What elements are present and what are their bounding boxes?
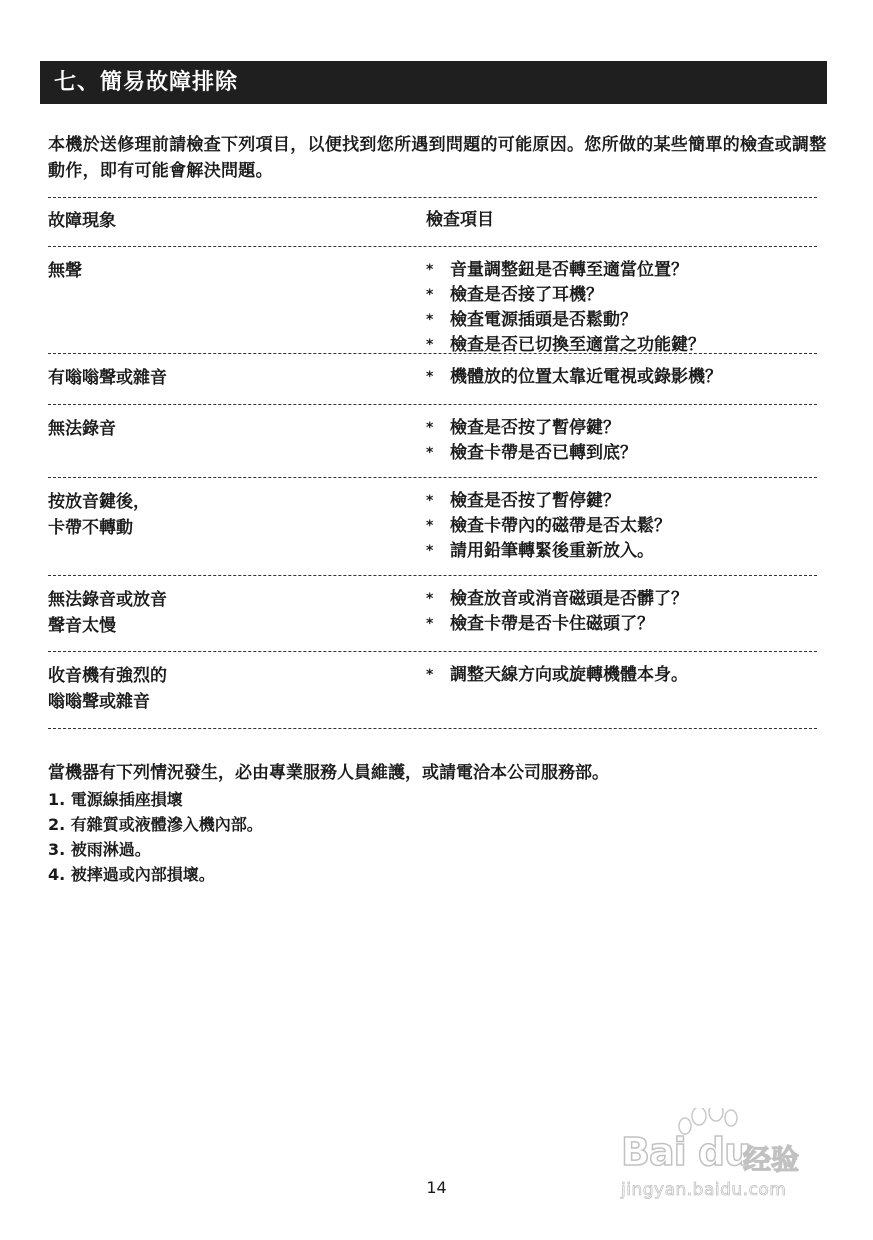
symptom-line: 收音機有強烈的 <box>48 666 167 686</box>
symptom-cell <box>48 489 426 575</box>
service-item: 2. 有雜質或液體滲入機內部。 <box>48 815 263 834</box>
bullet-star: * <box>426 667 434 683</box>
symptom-line: 嗡嗡聲或雜音 <box>48 692 150 712</box>
bullet-star: * <box>426 337 434 353</box>
header-check: 檢查項目 <box>426 210 494 230</box>
troubleshooting-table <box>48 197 817 729</box>
check-cell <box>426 258 817 353</box>
check-cell <box>426 365 817 404</box>
symptom-line: 無聲 <box>48 261 82 281</box>
intro-paragraph: 本機於送修理前請檢查下列項目，以便找到您所遇到問題的可能原因。您所做的某些簡單的檢查或調整動作，即有可能會解決問題。 <box>48 135 827 181</box>
bullet-star: * <box>426 493 434 509</box>
check-text: 檢查電源插頭是否鬆動？ <box>450 310 637 330</box>
symptom-line: 無法錄音 <box>48 419 116 439</box>
check-item <box>426 441 817 466</box>
bullet-star: * <box>426 445 434 461</box>
watermark-brand: Bai du <box>621 1130 751 1174</box>
table-row <box>48 576 817 651</box>
bullet-star: * <box>426 369 434 385</box>
watermark-cn: 经验 <box>743 1143 800 1176</box>
check-cell <box>426 587 817 651</box>
table-row <box>48 354 817 404</box>
check-text: 檢查卡帶內的磁帶是否太鬆？ <box>450 516 671 536</box>
check-text: 檢查是否按了暫停鍵？ <box>450 491 620 511</box>
check-text: 音量調整鈕是否轉至適當位置？ <box>450 260 688 280</box>
service-lead: 當機器有下列情況發生，必由專業服務人員維護，或請電洽本公司服務部。 <box>48 763 609 783</box>
check-item <box>426 283 817 308</box>
bullet-star: * <box>426 518 434 534</box>
check-text: 檢查放音或消音磁頭是否髒了？ <box>450 589 688 609</box>
section-title: 七、簡易故障排除 <box>40 61 827 104</box>
symptom-cell <box>48 258 426 353</box>
bullet-star: * <box>426 262 434 278</box>
check-item <box>426 612 817 637</box>
check-item <box>426 365 817 390</box>
check-cell <box>426 663 817 728</box>
bullet-star: * <box>426 312 434 328</box>
symptom-line: 卡帶不轉動 <box>48 518 133 538</box>
check-text: 檢查卡帶是否卡住磁頭了？ <box>450 614 654 634</box>
check-cell <box>426 489 817 575</box>
check-item <box>426 539 817 564</box>
check-item <box>426 514 817 539</box>
bullet-star: * <box>426 591 434 607</box>
service-note <box>48 760 828 887</box>
page-number: 14 <box>426 1178 447 1197</box>
service-item: 4. 被摔過或內部損壞。 <box>48 865 215 884</box>
table-header <box>48 198 817 246</box>
table-row <box>48 478 817 575</box>
check-item <box>426 663 817 688</box>
service-item: 1. 電源線插座損壞 <box>48 790 183 809</box>
check-item <box>426 587 817 612</box>
baidu-watermark-logo <box>613 1108 828 1204</box>
bullet-star: * <box>426 616 434 632</box>
check-item <box>426 489 817 514</box>
table-row <box>48 247 817 353</box>
check-item <box>426 258 817 283</box>
bullet-star: * <box>426 420 434 436</box>
symptom-line: 按放音鍵後， <box>48 492 150 512</box>
symptom-cell <box>48 416 426 477</box>
header-symptom: 故障現象 <box>48 211 116 231</box>
check-text: 檢查是否按了暫停鍵？ <box>450 418 620 438</box>
symptom-line: 聲音太慢 <box>48 616 116 636</box>
check-text: 調整天線方向或旋轉機體本身。 <box>450 665 688 685</box>
check-text: 檢查是否已切換至適當之功能鍵？ <box>450 335 705 355</box>
symptom-cell <box>48 365 426 404</box>
symptom-cell <box>48 587 426 651</box>
check-item <box>426 308 817 333</box>
symptom-cell <box>48 663 426 728</box>
check-item <box>426 416 817 441</box>
service-list <box>48 787 828 887</box>
check-text: 請用鉛筆轉緊後重新放入。 <box>450 541 654 561</box>
table-body <box>48 246 817 729</box>
table-row <box>48 405 817 477</box>
bullet-star: * <box>426 287 434 303</box>
check-text: 檢查是否接了耳機？ <box>450 285 603 305</box>
table-row <box>48 652 817 728</box>
watermark-url: jingyan.baidu.com <box>621 1180 787 1200</box>
service-item: 3. 被雨淋過。 <box>48 840 151 859</box>
bullet-star: * <box>426 543 434 559</box>
divider <box>48 728 817 729</box>
symptom-line: 無法錄音或放音 <box>48 590 167 610</box>
check-text: 機體放的位置太靠近電視或錄影機？ <box>450 367 722 387</box>
check-cell <box>426 416 817 477</box>
check-text: 檢查卡帶是否已轉到底？ <box>450 443 637 463</box>
symptom-line: 有嗡嗡聲或雜音 <box>48 368 167 388</box>
